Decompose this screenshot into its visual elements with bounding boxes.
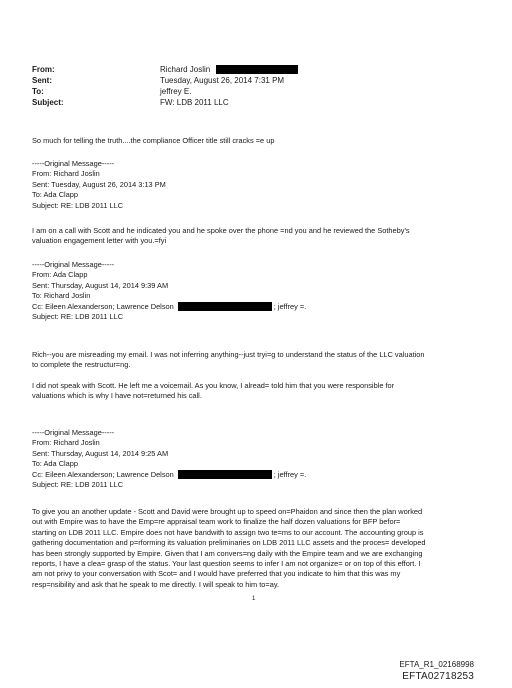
message-cc: Cc: Eileen Alexanderson; Lawrence Delson ; jeffrey =.	[32, 469, 307, 479]
to-row	[32, 86, 298, 97]
message-subject: Subject: RE: LDB 2011 LLC	[32, 480, 124, 490]
message-2-body-2: I did not speak with Scott. He left me a voicemail. As you know, I alread= told him that you were responsible for valuations which is why I have not=returned his call.	[32, 381, 395, 401]
subject-label: Subject:	[32, 98, 64, 107]
sent-value: Tuesday, August 26, 2014 7:31 PM	[160, 76, 285, 85]
intro-text: So much for telling the truth....the compliance Officer title still cracks =e up	[32, 136, 275, 145]
from-value: Richard Joslin	[160, 65, 211, 74]
from-label: From:	[32, 65, 55, 74]
message-subject: Subject: RE: LDB 2011 LLC	[32, 200, 124, 210]
message-from: From: Richard Joslin	[32, 438, 100, 448]
message-subject: Subject: RE: LDB 2011 LLC	[32, 312, 124, 322]
message-from: From: Richard Joslin	[32, 169, 100, 179]
from-row	[32, 64, 298, 75]
subject-row	[32, 97, 298, 108]
redaction-box	[216, 65, 298, 74]
message-sent: Sent: Tuesday, August 26, 2014 3:13 PM	[32, 179, 166, 189]
sent-label: Sent:	[32, 76, 52, 85]
message-sent: Sent: Thursday, August 14, 2014 9:25 AM	[32, 448, 169, 458]
redaction-box	[178, 302, 272, 311]
to-label: To:	[32, 87, 44, 96]
message-sent: Sent: Thursday, August 14, 2014 9:39 AM	[32, 280, 169, 290]
message-to: To: Ada Clapp	[32, 459, 79, 469]
page-number: 1	[252, 596, 256, 602]
message-2-body-1: Rich--you are misreading my email. I was not inferring anything--just tryi=g to understand the status of the LLC valuation to complete the restructur=ng.	[32, 350, 425, 370]
message-3-body: To give you an another update - Scott and David were brought up to speed on=Phaidon and since then the plan worked out with Empire was to have the Emp=re appraisal team work to finalize the half dozen valuations for BFP befor= starting on LDB 2011 LLC. Empire does not have bandwith to assign two te=ms to our account. The accounting group is gathering documentation and p=rforming its valuation preliminaries on LDB 2011 LLC assets and the proces= developed has been strongly supported by Empire. Given that I am convers=ng daily with the Empire team and we are exchanging reports, I have a clea= grasp of the status. Your last question seems to infer I am not organize= or on top of this effort. I am not privy to your conversation with Scot= and I would have preferred that you indicate to him that this was my resp=nsibility and ask that he speak to me directly. I will speak to him to=ay.	[32, 507, 426, 589]
to-value: jeffrey E.	[160, 87, 192, 96]
original-message-1	[32, 159, 166, 211]
message-cc: Cc: Eileen Alexanderson; Lawrence Delson ; jeffrey =.	[32, 301, 307, 311]
original-message-2	[32, 260, 306, 322]
bates-number-1: EFTA_R1_02168998	[399, 660, 474, 669]
message-1-body: I am on a call with Scott and he indicated you and he spoke over the phone =nd you and he reviewed the Sotheby's valuation engagement letter with you.=fyi	[32, 226, 410, 246]
message-from: From: Ada Clapp	[32, 270, 88, 280]
message-to: To: Ada Clapp	[32, 190, 79, 200]
subject-value: FW: LDB 2011 LLC	[160, 98, 229, 107]
message-divider: -----Original Message-----	[32, 159, 115, 168]
message-to: To: Richard Joslin	[32, 291, 91, 301]
bates-number-2: EFTA02718253	[402, 671, 474, 682]
redaction-box	[178, 470, 272, 479]
email-header	[32, 64, 298, 108]
message-divider: -----Original Message-----	[32, 428, 115, 437]
original-message-3	[32, 428, 306, 490]
message-divider: -----Original Message-----	[32, 260, 115, 269]
sent-row	[32, 75, 298, 86]
